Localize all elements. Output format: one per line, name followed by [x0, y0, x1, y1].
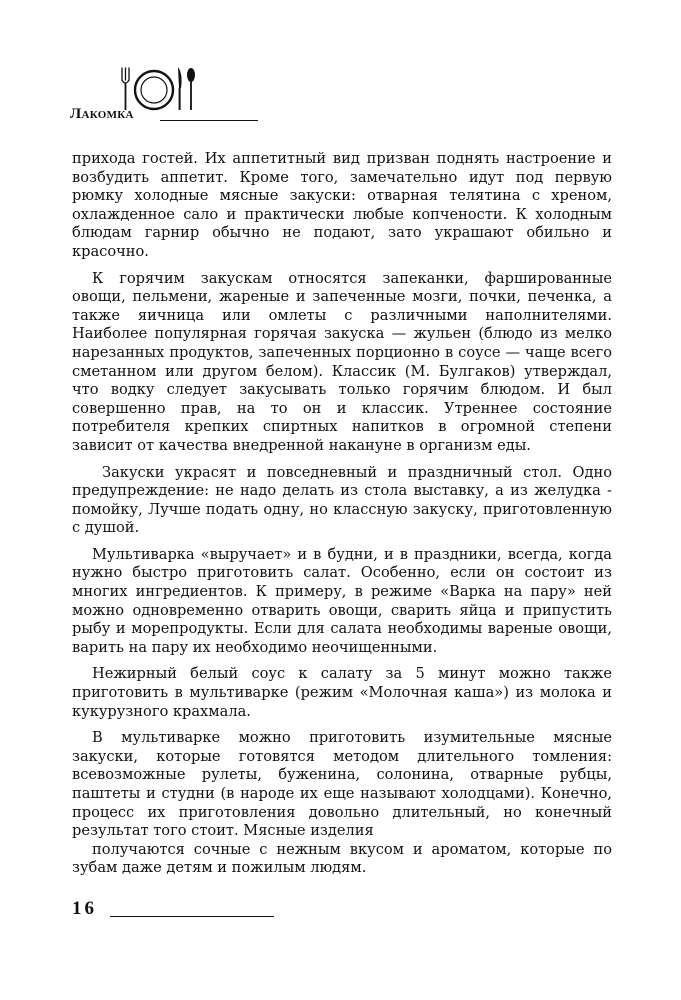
paragraph-7: получаются сочные с нежным вкусом и ароматом, которые по зубам даже детям и пожилым людям.	[72, 840, 612, 877]
footer-rule	[110, 916, 274, 917]
paragraph-2: К горячим закускам относятся запеканки, фаршированные овощи, пельмени, жареные и запеченные мозги, почки, печенка, а также яичница или омлеты с различными наполнителями. Наиболее популярная горячая закуска — жульен (блюдо из мелко нарезанных продуктов, запеченных порционно в соусе — чаще всего сметанном или другом белом). Классик (М. Булгаков) утверждал, что водку следует закусывать только горячим блюдом. И был совершенно прав, на то он и классик. Утреннее состояние потребителя крепких спиртных напитков в огромной степени зависит от качества внедренной накануне в организм еды.	[72, 269, 612, 454]
paragraph-5: Нежирный белый соус к салату за 5 минут можно также приготовить в мультиварке (режим «Молочная каша») из молока и кукурузного крахмала.	[72, 665, 612, 720]
paragraph-6: В мультиварке можно приготовить изумительные мясные закуски, которые готовятся методом длительного томления: всевозможные рулеты, буженина, солонина, отварные рубцы, паштеты и студни (в народе их еще называют холодцами). Конечно, процесс их приготовления довольно длительный, но конечный результат того стоит. Мясные изделия	[72, 729, 612, 840]
paragraph-4: Мультиварка «выручает» и в будни, и в праздники, всегда, когда нужно быстро приготовить салат. Особенно, если он состоит из многих ингредиентов. К примеру, в режиме «Варка на пару» ней можно одновременно отварить овощи, сварить яйца и припустить рыбу и морепродукты. Если для салата необходимы вареные овощи, варить на пару их необходимо неочищенными.	[72, 545, 612, 656]
header-rule	[160, 120, 258, 121]
paragraph-1: прихода гостей. Их аппетитный вид призван поднять настроение и возбудить аппетит. Кроме того, замечательно идут под первую рюмку холодные мясные закуски: отварная телятина с хреном, охлажденное сало и практически любые копчености. К холодным блюдам гарнир обычно не подают, зато украшают обильно и красочно.	[72, 150, 612, 260]
paragraph-3: Закуски украсят и повседневный и праздничный стол. Одно предупреждение: не надо делать из стола выставку, а из желудка - помойку, Лучше подать одну, но классную закуску, приготовленную с душой.	[72, 463, 612, 537]
page-number: 16	[72, 898, 97, 919]
main-text	[72, 150, 612, 886]
page-footer	[72, 898, 292, 922]
fork-plate-spoon-icon	[118, 64, 198, 112]
page-header	[70, 64, 270, 124]
book-title: Лакомка	[70, 106, 134, 122]
